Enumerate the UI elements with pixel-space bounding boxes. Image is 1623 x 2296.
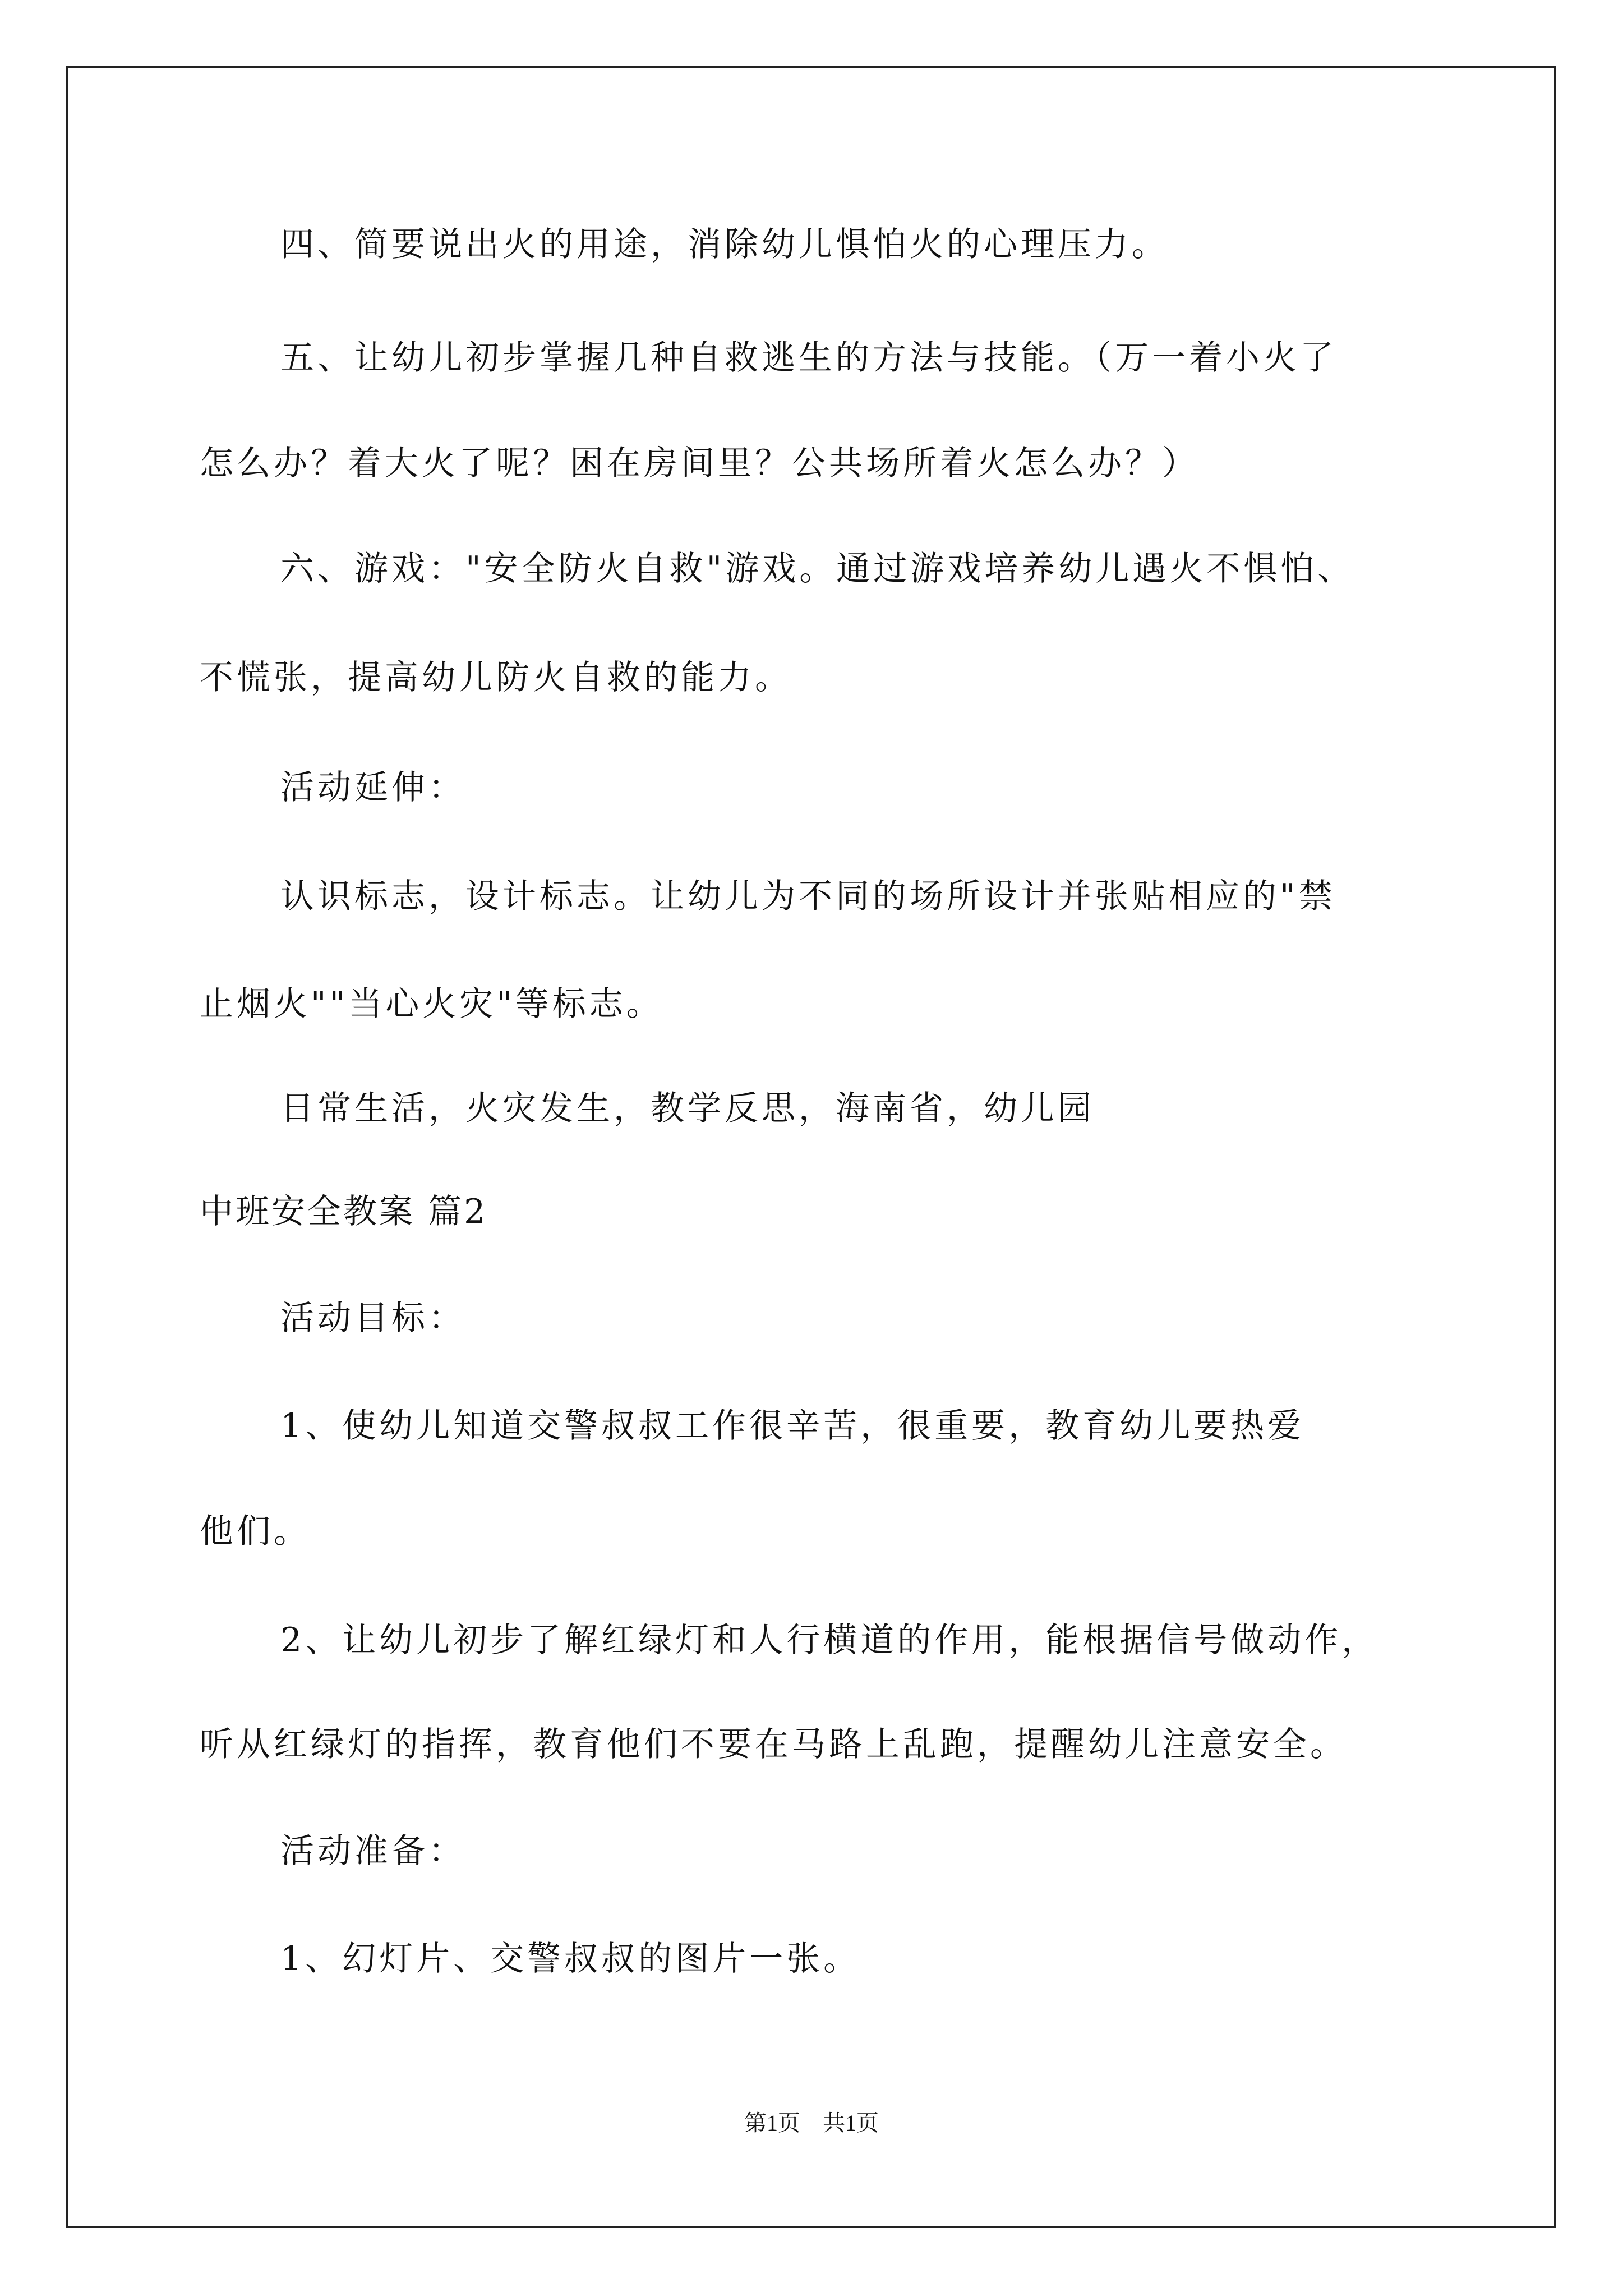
page-total: 共1页 <box>823 2110 879 2136</box>
paragraph-line-14: 2、让幼儿初步了解红绿灯和人行横道的作用，能根据信号做动作， <box>280 1621 1379 1660</box>
paragraph-line-12: 1、使幼儿知道交警叔叔工作很辛苦，很重要，教育幼儿要热爱 <box>280 1406 1305 1446</box>
paragraph-line-13: 他们。 <box>200 1512 311 1551</box>
paragraph-line-6: 活动延伸： <box>280 768 465 807</box>
paragraph-line-7: 认识标志，设计标志。让幼儿为不同的场所设计并张贴相应的"禁 <box>280 877 1336 916</box>
paragraph-line-3: 怎么办？着大火了呢？困在房间里？公共场所着火怎么办？） <box>200 444 1199 483</box>
paragraph-line-8: 止烟火""当心火灾"等标志。 <box>200 984 663 1024</box>
page-number: 第1页 <box>744 2110 800 2136</box>
paragraph-line-11: 活动目标： <box>280 1299 465 1338</box>
paragraph-line-4: 六、游戏："安全防火自救"游戏。通过游戏培养幼儿遇火不惧怕、 <box>280 549 1355 588</box>
paragraph-line-16: 活动准备： <box>280 1832 465 1871</box>
paragraph-line-1: 四、简要说出火的用途，消除幼儿惧怕火的心理压力。 <box>280 225 1169 264</box>
paragraph-line-9: 日常生活，火灾发生，教学反思，海南省，幼儿园 <box>280 1089 1095 1128</box>
paragraph-line-2: 五、让幼儿初步掌握几种自救逃生的方法与技能。（万一着小火了 <box>280 338 1337 378</box>
paragraph-line-15: 听从红绿灯的指挥，教育他们不要在马路上乱跑，提醒幼儿注意安全。 <box>200 1725 1347 1764</box>
paragraph-line-17: 1、幻灯片、交警叔叔的图片一张。 <box>280 1939 861 1978</box>
page-footer <box>0 2109 1623 2137</box>
section-heading: 中班安全教案 篇2 <box>200 1192 488 1231</box>
paragraph-line-5: 不慌张，提高幼儿防火自救的能力。 <box>200 658 792 697</box>
page-border <box>66 66 1556 2228</box>
